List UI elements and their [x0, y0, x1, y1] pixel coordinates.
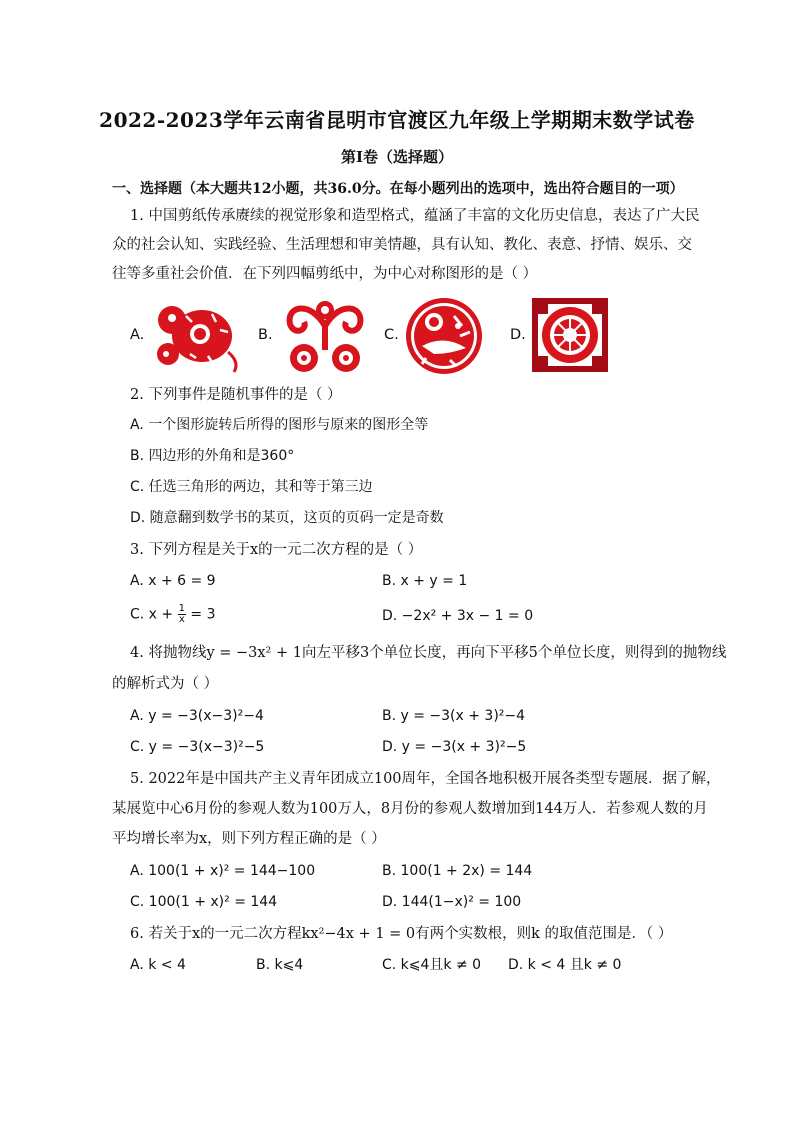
- q2-option-c: C. 任选三角形的两边，其和等于第三边: [130, 479, 373, 495]
- q4-option-a: A. y = −3(x−3)²−4: [130, 708, 264, 724]
- q3-option-b: B. x + y = 1: [382, 573, 468, 589]
- q3-option-c-denominator: x: [178, 614, 185, 625]
- q5-option-b: B. 100(1 + 2x) = 144: [382, 863, 533, 879]
- q1-option-c-label: C.: [384, 327, 399, 343]
- q4-text-line-2: 的解析式为（ ）: [112, 676, 219, 692]
- q6-option-d: D. k < 4 且k ≠ 0: [508, 957, 622, 973]
- q5-option-c: C. 100(1 + x)² = 144: [130, 894, 278, 910]
- papercut-rat-image: [150, 296, 242, 376]
- q1-text-line-2: 众的社会认知、实践经验、生活理想和审美情趣，具有认知、教化、表意、抒情、娱乐、交: [112, 237, 692, 253]
- q3-option-a: A. x + 6 = 9: [130, 573, 216, 589]
- q1-text-line-3: 往等多重社会价值．在下列四幅剪纸中，为中心对称图形的是（ ）: [112, 266, 538, 282]
- q4-option-c: C. y = −3(x−3)²−5: [130, 739, 265, 755]
- q6-option-c: C. k⩽4且k ≠ 0: [382, 957, 482, 973]
- q2-stem: 2. 下列事件是随机事件的是（ ）: [130, 387, 342, 403]
- q6-option-b: B. k⩽4: [256, 957, 304, 973]
- page-subtitle: 第I卷（选择题）: [340, 148, 454, 166]
- q5-text-line-2: 某展览中心6月份的参观人数为100万人，8月份的参观人数增加到144万人．若参观人数的月: [112, 801, 708, 817]
- q2-option-b: B. 四边形的外角和是360°: [130, 448, 295, 464]
- q1-option-d-label: D.: [510, 327, 526, 343]
- q6-option-a: A. k < 4: [130, 957, 186, 973]
- q2-option-a: A. 一个图形旋转后所得的图形与原来的图形全等: [130, 417, 429, 433]
- q1-option-b-label: B.: [258, 327, 273, 343]
- q4-option-b: B. y = −3(x + 3)²−4: [382, 708, 526, 724]
- q1-text-line-1: 1. 中国剪纸传承赓续的视觉形象和造型格式，蕴涵了丰富的文化历史信息，表达了广大民: [130, 208, 700, 224]
- q4-text-line-1: 4. 将抛物线y = −3x² + 1向左平移3个单位长度，再向下平移5个单位长度，则得到的抛物线: [130, 645, 727, 661]
- q6-stem: 6. 若关于x的一元二次方程kx²−4x + 1 = 0有两个实数根，则k 的取值范围是．（ ）: [130, 926, 673, 942]
- q5-text-line-1: 5. 2022年是中国共产主义青年团成立100周年，全国各地积极开展各类型专题展．据了解，: [130, 771, 721, 787]
- q3-stem: 3. 下列方程是关于x的一元二次方程的是（ ）: [130, 542, 423, 558]
- q5-option-a: A. 100(1 + x)² = 144−100: [130, 863, 316, 879]
- papercut-swirl-image: [280, 296, 370, 376]
- section-header: 一、选择题（本大题共12小题，共36.0分。在每小题列出的选项中，选出符合题目的一项）: [112, 181, 684, 197]
- q4-option-d: D. y = −3(x + 3)²−5: [382, 739, 527, 755]
- q3-option-c: [130, 604, 216, 625]
- page-title: 2022-2023学年云南省昆明市官渡区九年级上学期期末数学试卷: [99, 108, 695, 132]
- q3-option-c-numerator: 1: [178, 603, 185, 614]
- q2-option-d: D. 随意翻到数学书的某页，这页的页码一定是奇数: [130, 510, 444, 526]
- q5-option-d: D. 144(1−x)² = 100: [382, 894, 522, 910]
- q1-option-a-label: A.: [130, 327, 145, 343]
- q3-option-c-fraction: [178, 604, 186, 625]
- q3-option-c-prefix: C. x +: [130, 606, 178, 623]
- q3-option-d: D. −2x² + 3x − 1 = 0: [382, 608, 534, 624]
- q3-option-c-suffix: = 3: [185, 606, 216, 623]
- papercut-round-bird-image: [404, 296, 484, 376]
- papercut-square-rosette-image: [530, 296, 610, 374]
- q5-text-line-3: 平均增长率为x，则下列方程正确的是（ ）: [112, 831, 386, 847]
